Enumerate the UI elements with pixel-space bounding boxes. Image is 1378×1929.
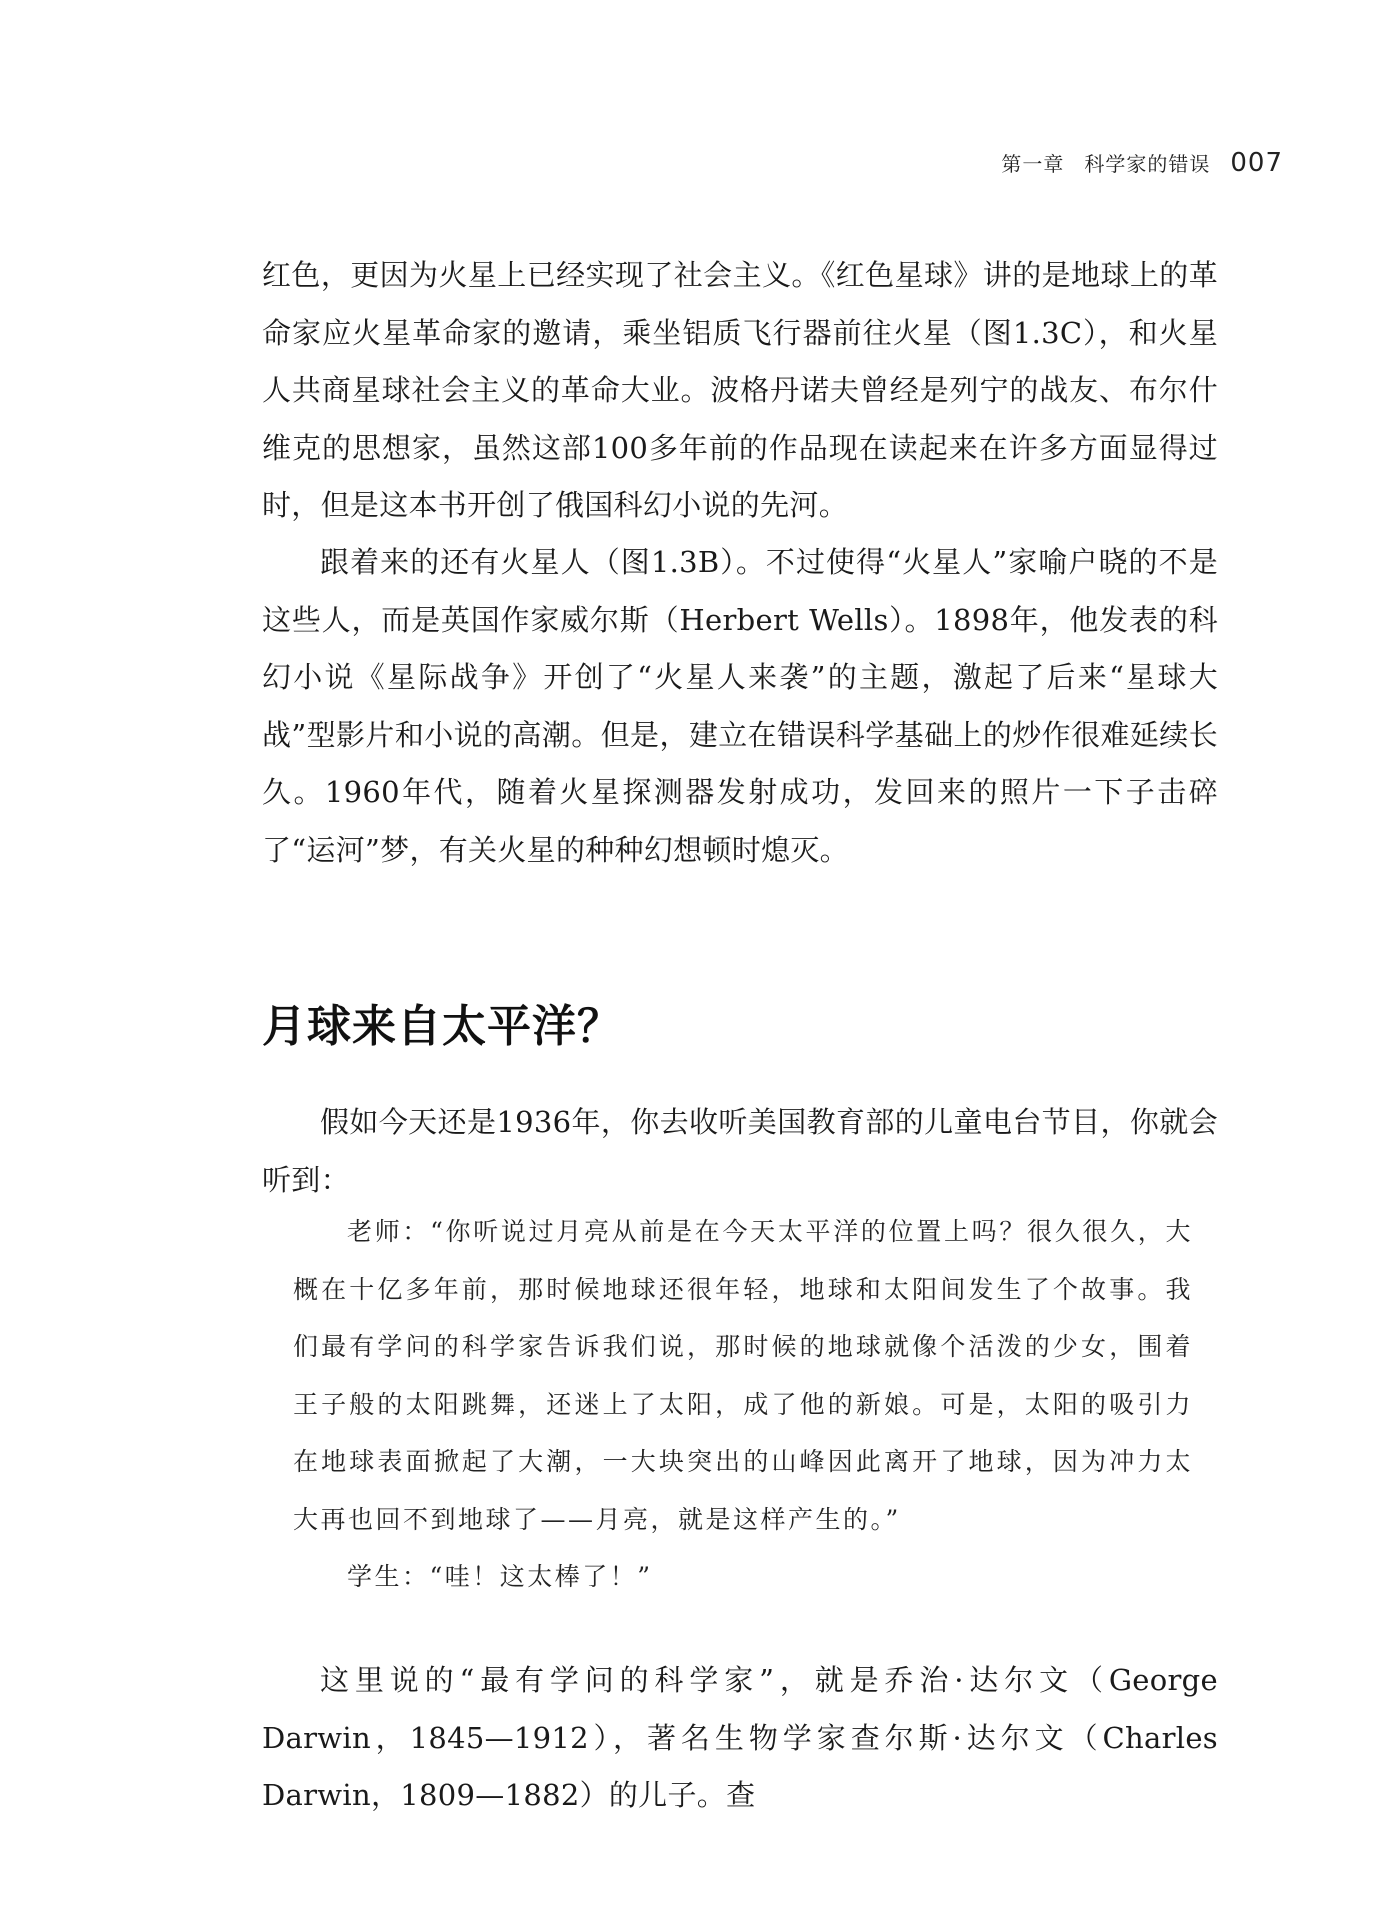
running-header <box>1001 148 1283 178</box>
dialogue-student: 学生：“哇！这太棒了！” <box>347 1562 653 1591</box>
page-number: 007 <box>1230 148 1283 178</box>
paragraph-martians: 跟着来的还有火星人（图1.3B）。不过使得“火星人”家喻户晓的不是这些人，而是英国作家威尔斯（Herbert Wells）。1898年，他发表的科幻小说《星际战争》开创了“火星人来袭”的主题，激起了后来“星球大战”型影片和小说的高潮。但是，建立在错误科学基础上的炒作很难延续长久。1960年代，随着火星探测器发射成功，发回来的照片一下子击碎了“运河”梦，有关火星的种种幻想顿时熄灭。 <box>262 545 1218 867</box>
paragraph-george-darwin: 这里说的“最有学问的科学家”，就是乔治·达尔文（George Darwin，1845—1912），著名生物学家查尔斯·达尔文（Charles Darwin，1809—1882）的儿子。查 <box>262 1663 1218 1812</box>
paragraph-radio-intro: 假如今天还是1936年，你去收听美国教育部的儿童电台节目，你就会听到： <box>262 1105 1218 1197</box>
paragraph-red-planet: 红色，更因为火星上已经实现了社会主义。《红色星球》讲的是地球上的革命家应火星革命家的邀请，乘坐铝质飞行器前往火星（图1.3C），和火星人共商星球社会主义的革命大业。波格丹诺夫曾经是列宁的战友、布尔什维克的思想家，虽然这部100多年前的作品现在读起来在许多方面显得过时，但是这本书开创了俄国科幻小说的先河。 <box>262 258 1218 522</box>
chapter-label: 第一章 <box>1001 152 1065 176</box>
section-heading: 月球来自太平洋？ <box>262 1001 622 1052</box>
dialogue-teacher: 老师：“你听说过月亮从前是在今天太平洋的位置上吗？很久很久，大概在十亿多年前，那时候地球还很年轻，地球和太阳间发生了个故事。我们最有学问的科学家告诉我们说，那时候的地球就像个活泼的少女，围着王子般的太阳跳舞，还迷上了太阳，成了他的新娘。可是，太阳的吸引力在地球表面掀起了大潮，一大块突出的山峰因此离开了地球，因为冲力太大再也回不到地球了——月亮，就是这样产生的。” <box>293 1217 1193 1534</box>
chapter-title: 科学家的错误 <box>1084 152 1211 176</box>
